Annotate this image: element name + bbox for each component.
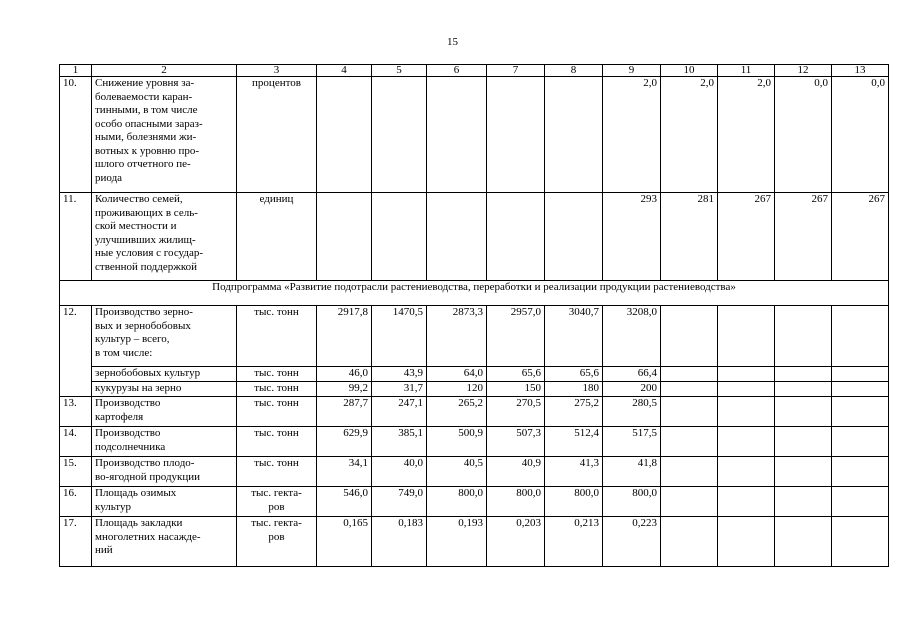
value-cell: 200 — [603, 382, 661, 397]
value-cell — [661, 397, 718, 427]
value-cell — [718, 367, 775, 382]
indicator-name-line: Производство зерно- — [95, 306, 193, 318]
value-cell: 800,0 — [545, 487, 603, 517]
value-cell: 64,0 — [427, 367, 487, 382]
value-cell: 46,0 — [317, 367, 372, 382]
value-cell — [775, 487, 832, 517]
value-cell: 280,5 — [603, 397, 661, 427]
column-number: 8 — [545, 65, 603, 77]
value-cell: 270,5 — [487, 397, 545, 427]
value-cell: 65,6 — [487, 367, 545, 382]
indicator-name-line: проживающих в сель- — [95, 206, 198, 219]
column-number: 7 — [487, 65, 545, 77]
unit-cell — [237, 457, 317, 487]
indicator-name-line: ственной поддержкой — [95, 260, 198, 273]
sub-row — [60, 367, 889, 382]
indicator-name-line: подсолнечника — [95, 440, 166, 453]
value-cell: 31,7 — [372, 382, 427, 397]
value-cell — [775, 306, 832, 367]
value-cell: 40,0 — [372, 457, 427, 487]
column-number: 2 — [92, 65, 237, 77]
value-cell — [832, 397, 889, 427]
value-cell: 247,1 — [372, 397, 427, 427]
value-cell: 800,0 — [427, 487, 487, 517]
value-cell: 34,1 — [317, 457, 372, 487]
column-number: 5 — [372, 65, 427, 77]
value-cell: 0,165 — [317, 517, 372, 567]
indicator-name-line: ными, болезнями жи- — [95, 131, 197, 143]
unit-line: тыс. тонн — [254, 427, 299, 439]
value-cell — [661, 457, 718, 487]
value-cell: 267 — [718, 193, 775, 281]
unit-line: единиц — [259, 193, 294, 205]
unit-line: тыс. тонн — [254, 397, 299, 409]
value-cell: 66,4 — [603, 367, 661, 382]
value-cell — [372, 193, 427, 281]
value-cell — [718, 517, 775, 567]
value-cell — [775, 367, 832, 382]
value-cell: 3208,0 — [603, 306, 661, 367]
indicator-name-line: особо опасными зараз- — [95, 117, 203, 130]
indicator-name-line: вых и зернобобовых — [95, 319, 191, 332]
value-cell: 2873,3 — [427, 306, 487, 367]
indicator-name-line: Количество семей, — [95, 193, 183, 205]
indicator-name-line: Производство — [95, 427, 161, 439]
value-cell — [775, 457, 832, 487]
value-cell: 2,0 — [603, 77, 661, 193]
value-cell: 40,5 — [427, 457, 487, 487]
column-number: 12 — [775, 65, 832, 77]
indicator-name — [92, 306, 237, 367]
value-cell — [545, 77, 603, 193]
value-cell — [661, 367, 718, 382]
indicator-name-line: культур — [95, 500, 131, 513]
indicator-name-line: Производство — [95, 397, 161, 409]
value-cell — [718, 397, 775, 427]
value-cell: 40,9 — [487, 457, 545, 487]
indicator-name-line: Площадь озимых — [95, 487, 177, 499]
value-cell — [487, 77, 545, 193]
value-cell — [427, 77, 487, 193]
table-row — [60, 193, 889, 281]
value-cell — [832, 427, 889, 457]
table-row — [60, 397, 889, 427]
unit-cell — [237, 397, 317, 427]
value-cell: 546,0 — [317, 487, 372, 517]
column-number: 9 — [603, 65, 661, 77]
value-cell: 0,213 — [545, 517, 603, 567]
value-cell — [832, 457, 889, 487]
unit-cell — [237, 487, 317, 517]
value-cell — [832, 306, 889, 367]
sub-indicator-name: зернобобовых культур — [92, 367, 237, 382]
indicator-name-line: в том числе: — [95, 346, 153, 359]
indicator-name — [92, 427, 237, 457]
unit-line: ров — [268, 530, 285, 543]
value-cell: 0,0 — [832, 77, 889, 193]
value-cell: 275,2 — [545, 397, 603, 427]
value-cell: 43,9 — [372, 367, 427, 382]
column-number: 13 — [832, 65, 889, 77]
value-cell — [661, 517, 718, 567]
indicator-name-line: болеваемости каран- — [95, 90, 193, 103]
value-cell — [317, 193, 372, 281]
unit-line: тыс. гекта- — [251, 517, 302, 529]
indicator-name-line: риода — [95, 171, 123, 184]
value-cell: 0,0 — [775, 77, 832, 193]
value-cell: 41,8 — [603, 457, 661, 487]
value-cell: 385,1 — [372, 427, 427, 457]
unit-cell — [237, 77, 317, 193]
value-cell — [661, 382, 718, 397]
value-cell: 0,193 — [427, 517, 487, 567]
value-cell — [317, 77, 372, 193]
unit-line: тыс. гекта- — [251, 487, 302, 499]
value-cell: 0,203 — [487, 517, 545, 567]
indicator-name — [92, 77, 237, 193]
indicator-name — [92, 193, 237, 281]
value-cell: 2,0 — [718, 77, 775, 193]
row-number: 11. — [60, 193, 92, 281]
indicator-name — [92, 397, 237, 427]
unit-cell — [237, 193, 317, 281]
value-cell: 800,0 — [603, 487, 661, 517]
indicator-name-line: ные условия с государ- — [95, 247, 204, 259]
indicator-name-line: культур – всего, — [95, 333, 170, 345]
indicator-name — [92, 487, 237, 517]
indicator-name-line: шлого отчетного пе- — [95, 158, 191, 170]
row-number: 17. — [60, 517, 92, 567]
value-cell: 267 — [775, 193, 832, 281]
subprogram-title: Подпрограмма «Развитие подотрасли растениеводства, переработки и реализации продукции растениеводства» — [60, 281, 889, 306]
value-cell — [775, 427, 832, 457]
indicator-name-line: Снижение уровня за- — [95, 77, 195, 89]
row-number: 12. — [60, 306, 92, 397]
indicator-name — [92, 517, 237, 567]
column-number: 3 — [237, 65, 317, 77]
value-cell: 265,2 — [427, 397, 487, 427]
unit-line: тыс. тонн — [254, 306, 299, 318]
value-cell: 512,4 — [545, 427, 603, 457]
table-row — [60, 427, 889, 457]
column-number: 11 — [718, 65, 775, 77]
value-cell: 517,5 — [603, 427, 661, 457]
value-cell: 800,0 — [487, 487, 545, 517]
indicators-table — [59, 64, 889, 567]
indicator-name-line: вотных к уровню про- — [95, 144, 200, 157]
value-cell — [661, 427, 718, 457]
value-cell — [427, 193, 487, 281]
value-cell: 2,0 — [661, 77, 718, 193]
value-cell: 41,3 — [545, 457, 603, 487]
value-cell — [832, 517, 889, 567]
indicator-name-line: ской местности и — [95, 220, 177, 232]
value-cell: 629,9 — [317, 427, 372, 457]
subprogram-row — [60, 281, 889, 306]
column-number-row — [60, 65, 889, 77]
value-cell — [718, 427, 775, 457]
row-number: 14. — [60, 427, 92, 457]
value-cell: 0,223 — [603, 517, 661, 567]
value-cell: 150 — [487, 382, 545, 397]
value-cell — [372, 77, 427, 193]
unit-cell: тыс. тонн — [237, 367, 317, 382]
unit-cell — [237, 517, 317, 567]
row-number: 16. — [60, 487, 92, 517]
column-number: 1 — [60, 65, 92, 77]
value-cell: 293 — [603, 193, 661, 281]
value-cell: 267 — [832, 193, 889, 281]
value-cell — [718, 382, 775, 397]
column-number: 10 — [661, 65, 718, 77]
sub-indicator-name: кукурузы на зерно — [92, 382, 237, 397]
page-number: 15 — [447, 36, 458, 48]
row-number: 13. — [60, 397, 92, 427]
table-row — [60, 306, 889, 367]
value-cell — [718, 306, 775, 367]
value-cell: 2957,0 — [487, 306, 545, 367]
value-cell — [545, 193, 603, 281]
indicator-name-line: ний — [95, 544, 113, 556]
indicator-name-line: тинными, в том числе — [95, 104, 198, 116]
unit-line: процентов — [252, 77, 301, 89]
indicator-name-line: Площадь закладки — [95, 517, 183, 529]
value-cell — [718, 457, 775, 487]
value-cell — [661, 487, 718, 517]
value-cell: 507,3 — [487, 427, 545, 457]
indicator-name — [92, 457, 237, 487]
column-number: 6 — [427, 65, 487, 77]
indicator-name-line: многолетних насажде- — [95, 530, 201, 543]
value-cell: 0,183 — [372, 517, 427, 567]
value-cell: 500,9 — [427, 427, 487, 457]
sub-row — [60, 382, 889, 397]
table-row — [60, 517, 889, 567]
row-number: 10. — [60, 77, 92, 193]
value-cell: 3040,7 — [545, 306, 603, 367]
unit-line: ров — [268, 500, 285, 513]
value-cell — [487, 193, 545, 281]
table-row — [60, 77, 889, 193]
value-cell — [832, 487, 889, 517]
value-cell: 2917,8 — [317, 306, 372, 367]
value-cell: 281 — [661, 193, 718, 281]
unit-line: тыс. тонн — [254, 457, 299, 469]
column-number: 4 — [317, 65, 372, 77]
table-row — [60, 487, 889, 517]
value-cell: 749,0 — [372, 487, 427, 517]
value-cell — [661, 306, 718, 367]
unit-cell — [237, 306, 317, 367]
value-cell: 65,6 — [545, 367, 603, 382]
indicator-name-line: картофеля — [95, 410, 144, 423]
value-cell — [832, 367, 889, 382]
value-cell — [775, 382, 832, 397]
value-cell — [775, 517, 832, 567]
indicator-name-line: улучшивших жилищ- — [95, 233, 196, 246]
indicator-name-line: во-ягодной продукции — [95, 470, 201, 483]
value-cell: 1470,5 — [372, 306, 427, 367]
unit-cell — [237, 427, 317, 457]
value-cell — [718, 487, 775, 517]
indicator-name-line: Производство плодо- — [95, 457, 195, 469]
value-cell: 99,2 — [317, 382, 372, 397]
row-number: 15. — [60, 457, 92, 487]
value-cell: 120 — [427, 382, 487, 397]
value-cell: 287,7 — [317, 397, 372, 427]
value-cell: 180 — [545, 382, 603, 397]
value-cell — [832, 382, 889, 397]
value-cell — [775, 397, 832, 427]
table-row — [60, 457, 889, 487]
unit-cell: тыс. тонн — [237, 382, 317, 397]
